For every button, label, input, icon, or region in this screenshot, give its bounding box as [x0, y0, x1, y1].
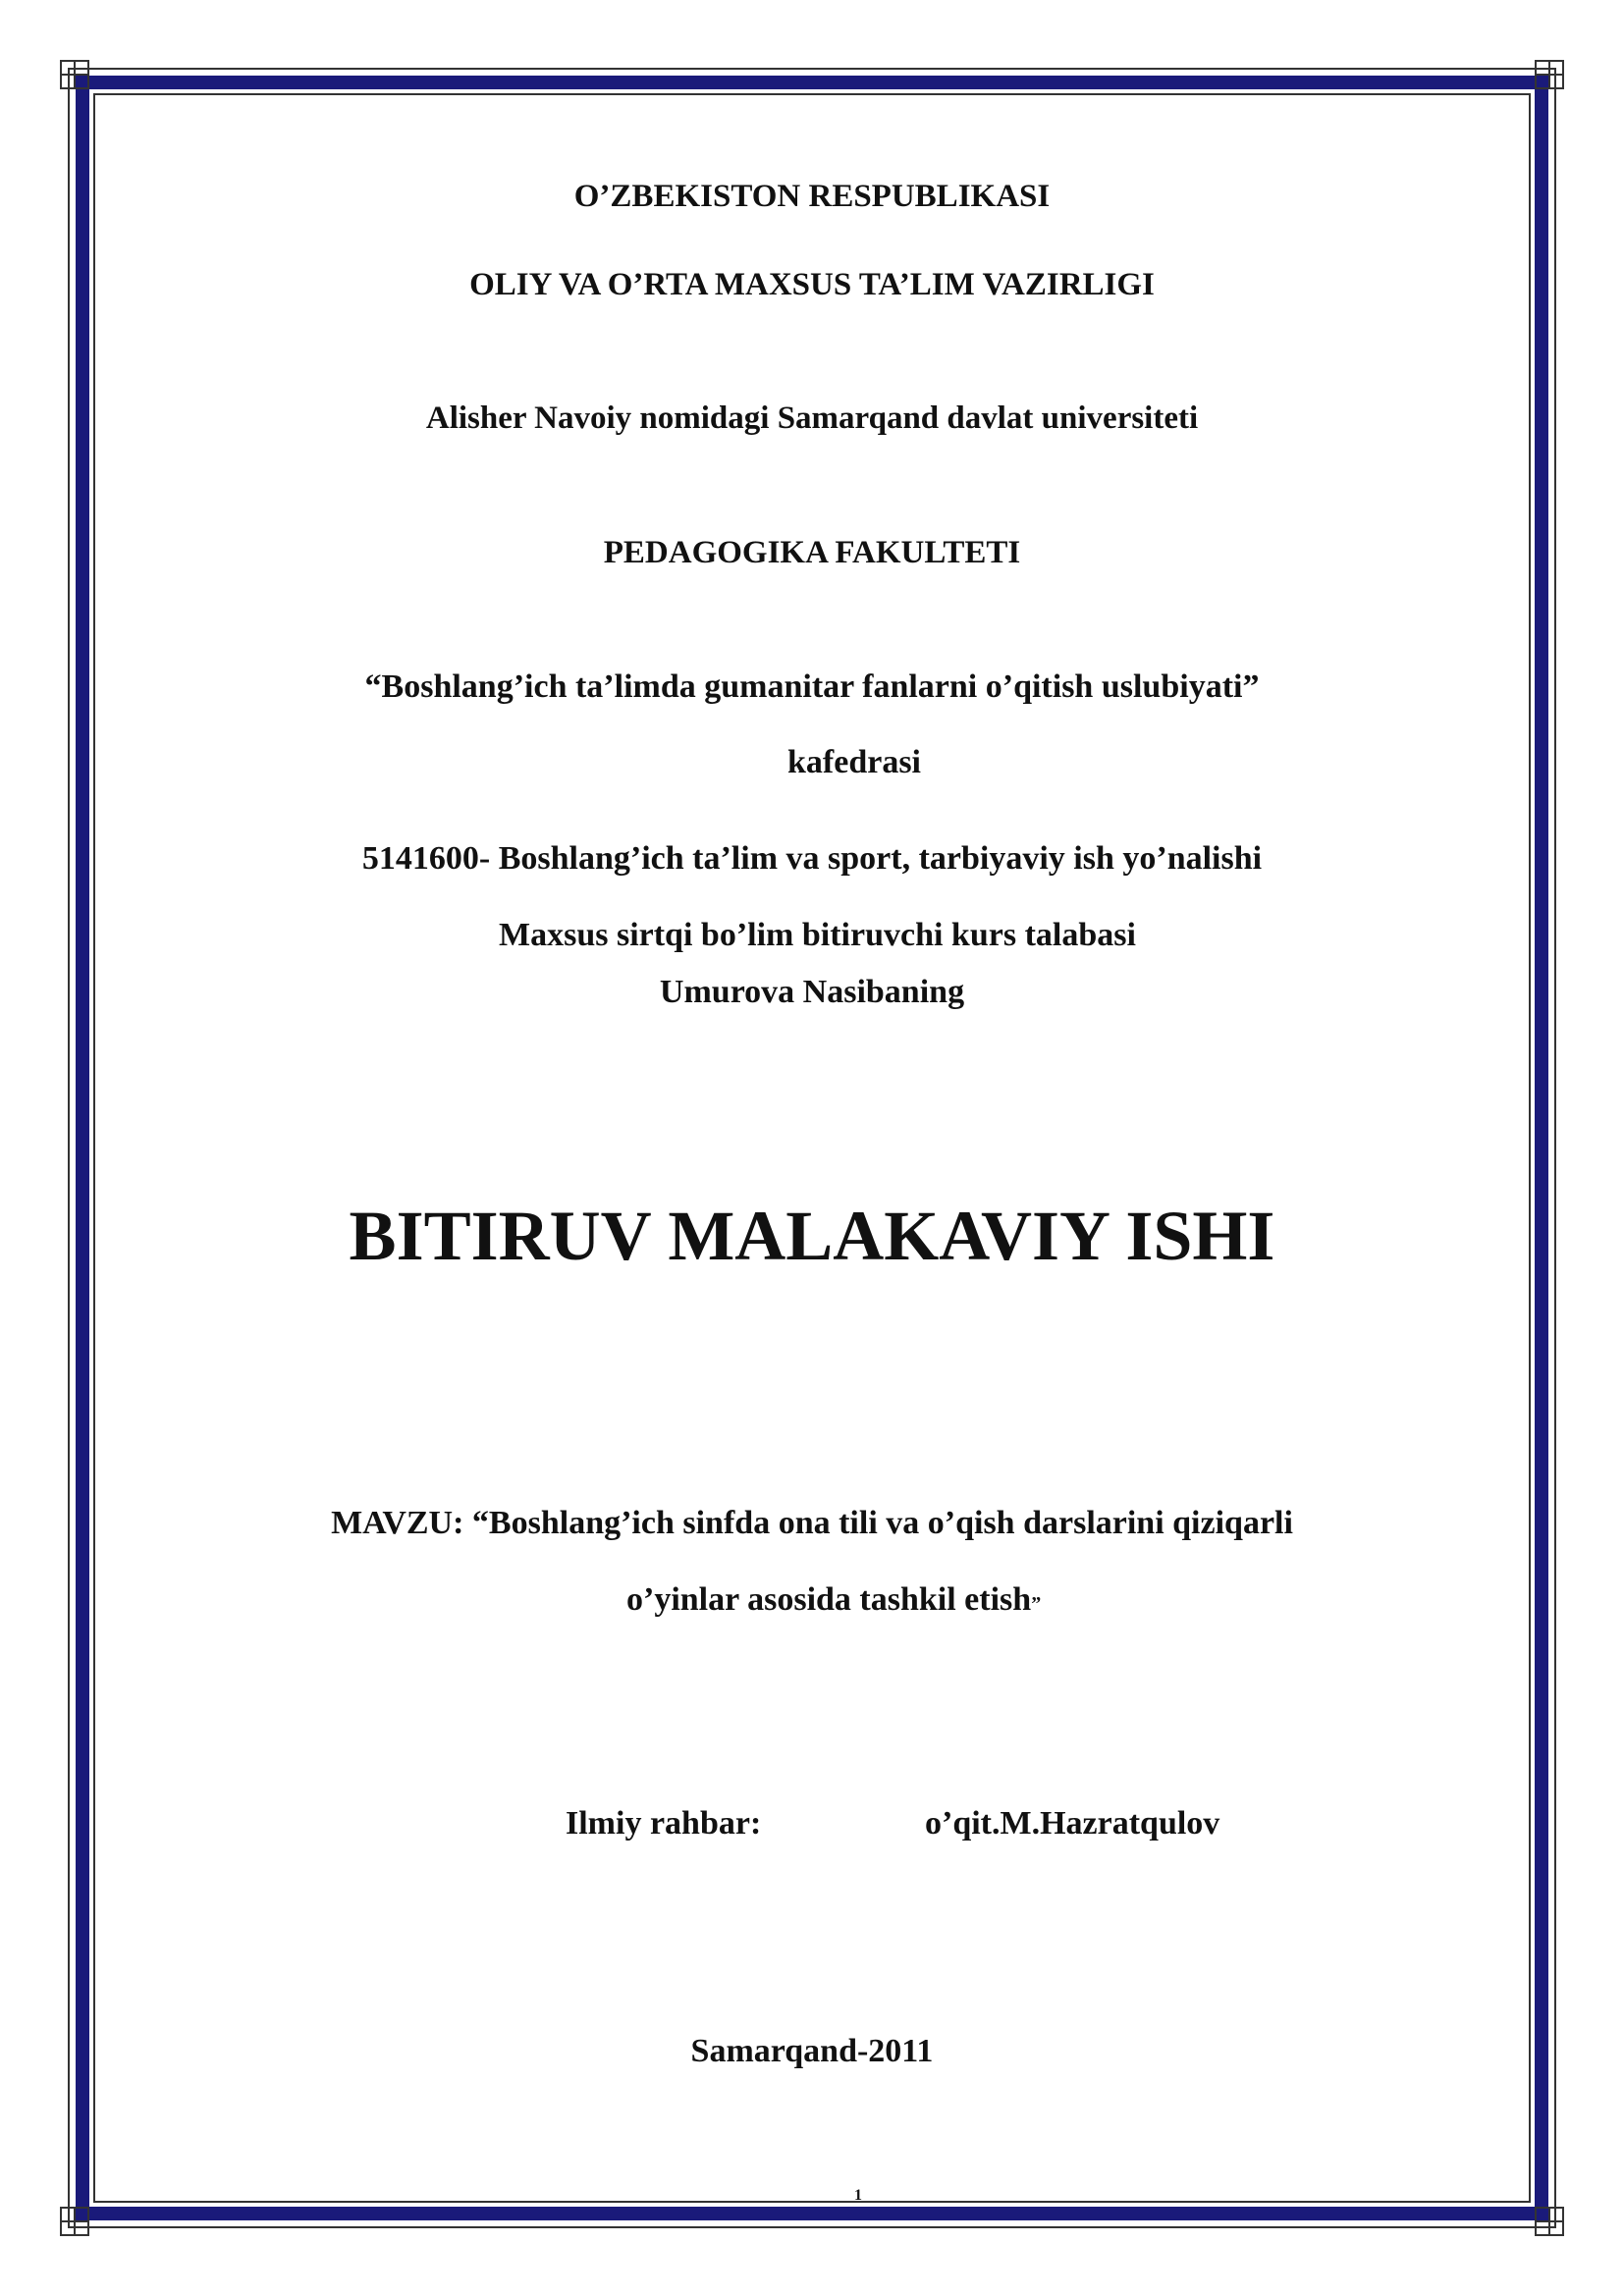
- topic-line-2: o’yinlar asosida tashkil etish”: [626, 1581, 1042, 1618]
- department-name: “Boshlang’ich ta’limda gumanitar fanlarni o’qitish uslubiyati”: [364, 668, 1260, 705]
- university-name: Alisher Navoiy nomidagi Samarqand davlat universiteti: [425, 400, 1199, 436]
- faculty-name: PEDAGOGIKA FAKULTETI: [603, 535, 1021, 570]
- department-suffix: kafedrasi: [787, 744, 921, 780]
- work-title: BITIRUV MALAKAVIY ISHI: [349, 1197, 1275, 1275]
- page-number: 1: [854, 2187, 862, 2204]
- supervisor-label: Ilmiy rahbar:: [566, 1805, 762, 1842]
- supervisor-name: o’qit.M.Hazratqulov: [925, 1805, 1220, 1842]
- student-name: Umurova Nasibaning: [659, 974, 965, 1010]
- program-line: 5141600- Boshlang’ich ta’lim va sport, tarbiyaviy ish yo’nalishi: [361, 840, 1263, 877]
- topic-line-1: MAVZU: “Boshlang’ich sinfda ona tili va o’qish darslarini qiziqarli: [331, 1505, 1293, 1541]
- student-status: Maxsus sirtqi bo’lim bitiruvchi kurs talabasi: [499, 917, 1136, 953]
- place-year: Samarqand-2011: [690, 2033, 934, 2069]
- ministry-heading: OLIY VA O’RTA MAXSUS TA’LIM VAZIRLIGI: [469, 267, 1155, 302]
- country-heading: O’ZBEKISTON RESPUBLIKASI: [573, 179, 1051, 214]
